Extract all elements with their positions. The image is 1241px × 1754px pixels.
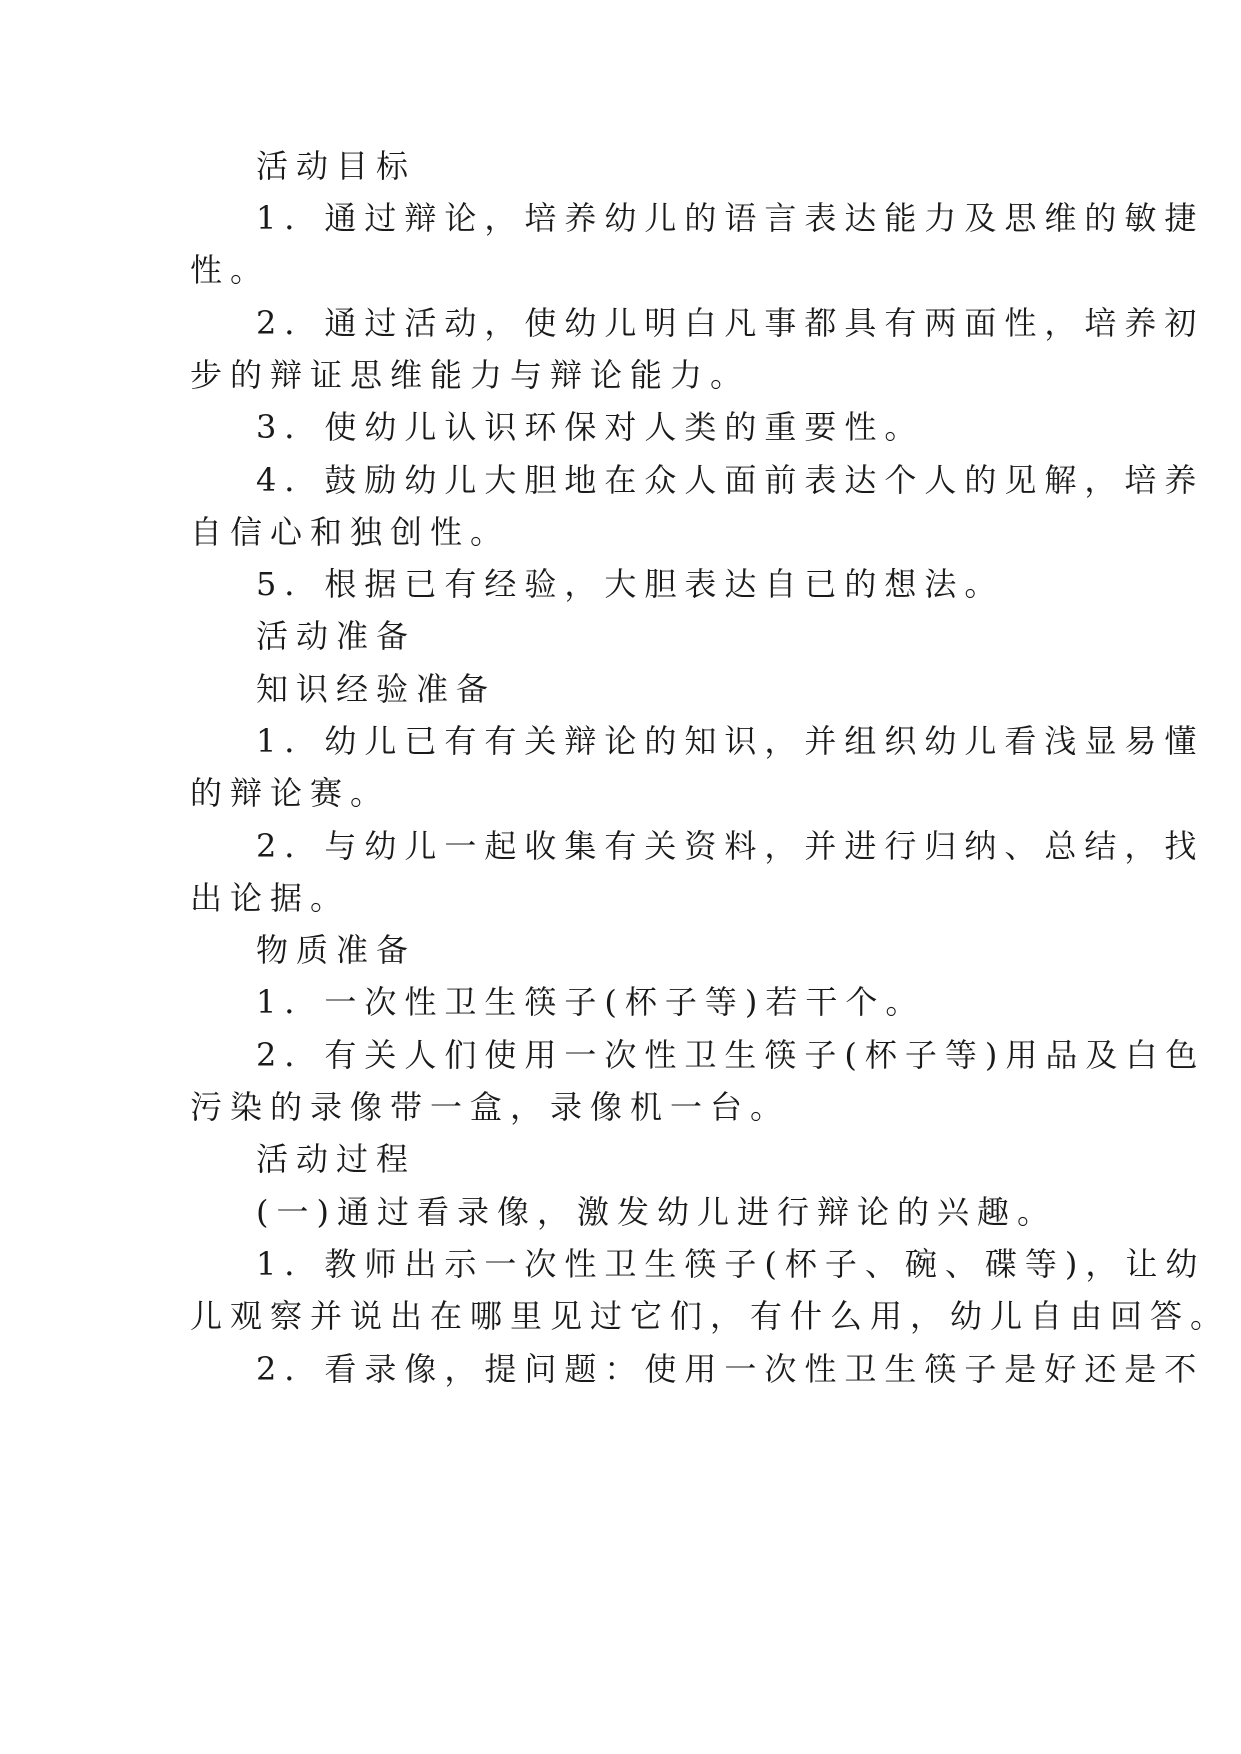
paragraph-line: 2．与幼儿一起收集有关资料，并进行归纳、总结，找 (256, 827, 1205, 865)
paragraph-line: 3．使幼儿认识环保对人类的重要性。 (256, 408, 925, 446)
paragraph-line: 污染的录像带一盒，录像机一台。 (190, 1088, 791, 1126)
section-heading-activity-goals: 活动目标 (256, 147, 417, 185)
section-heading-activity-process: 活动过程 (256, 1140, 417, 1178)
paragraph-line: 自信心和独创性。 (190, 513, 511, 551)
paragraph-line: 2．通过活动，使幼儿明白凡事都具有两面性，培养初 (256, 304, 1205, 342)
section-heading-activity-preparation: 活动准备 (256, 617, 417, 655)
paragraph-line: 5．根据已有经验，大胆表达自已的想法。 (256, 565, 1005, 603)
paragraph-line: 儿观察并说出在哪里见过它们，有什么用，幼儿自由回答。 (190, 1297, 1231, 1335)
subsection-heading-knowledge-preparation: 知识经验准备 (256, 670, 497, 708)
paragraph-line: 2．看录像，提问题：使用一次性卫生筷子是好还是不 (256, 1350, 1205, 1388)
paragraph-line: 1．通过辩论，培养幼儿的语言表达能力及思维的敏捷 (256, 199, 1205, 237)
subsection-heading-material-preparation: 物质准备 (256, 931, 417, 969)
paragraph-line: 性。 (190, 251, 271, 289)
paragraph-line: 步的辩证思维能力与辩论能力。 (190, 356, 751, 394)
paragraph-line: 出论据。 (190, 879, 351, 917)
paragraph-line: (一)通过看录像，激发幼儿进行辩论的兴趣。 (256, 1193, 1057, 1231)
paragraph-line: 4．鼓励幼儿大胆地在众人面前表达个人的见解，培养 (256, 461, 1205, 499)
paragraph-line: 的辩论赛。 (190, 774, 391, 812)
paragraph-line: 2．有关人们使用一次性卫生筷子(杯子等)用品及白色 (256, 1036, 1206, 1074)
paragraph-line: 1．一次性卫生筷子(杯子等)若干个。 (256, 983, 926, 1021)
paragraph-line: 1．幼儿已有有关辩论的知识，并组织幼儿看浅显易懂 (256, 722, 1205, 760)
paragraph-line: 1．教师出示一次性卫生筷子(杯子、碗、碟等)，让幼 (256, 1245, 1206, 1283)
